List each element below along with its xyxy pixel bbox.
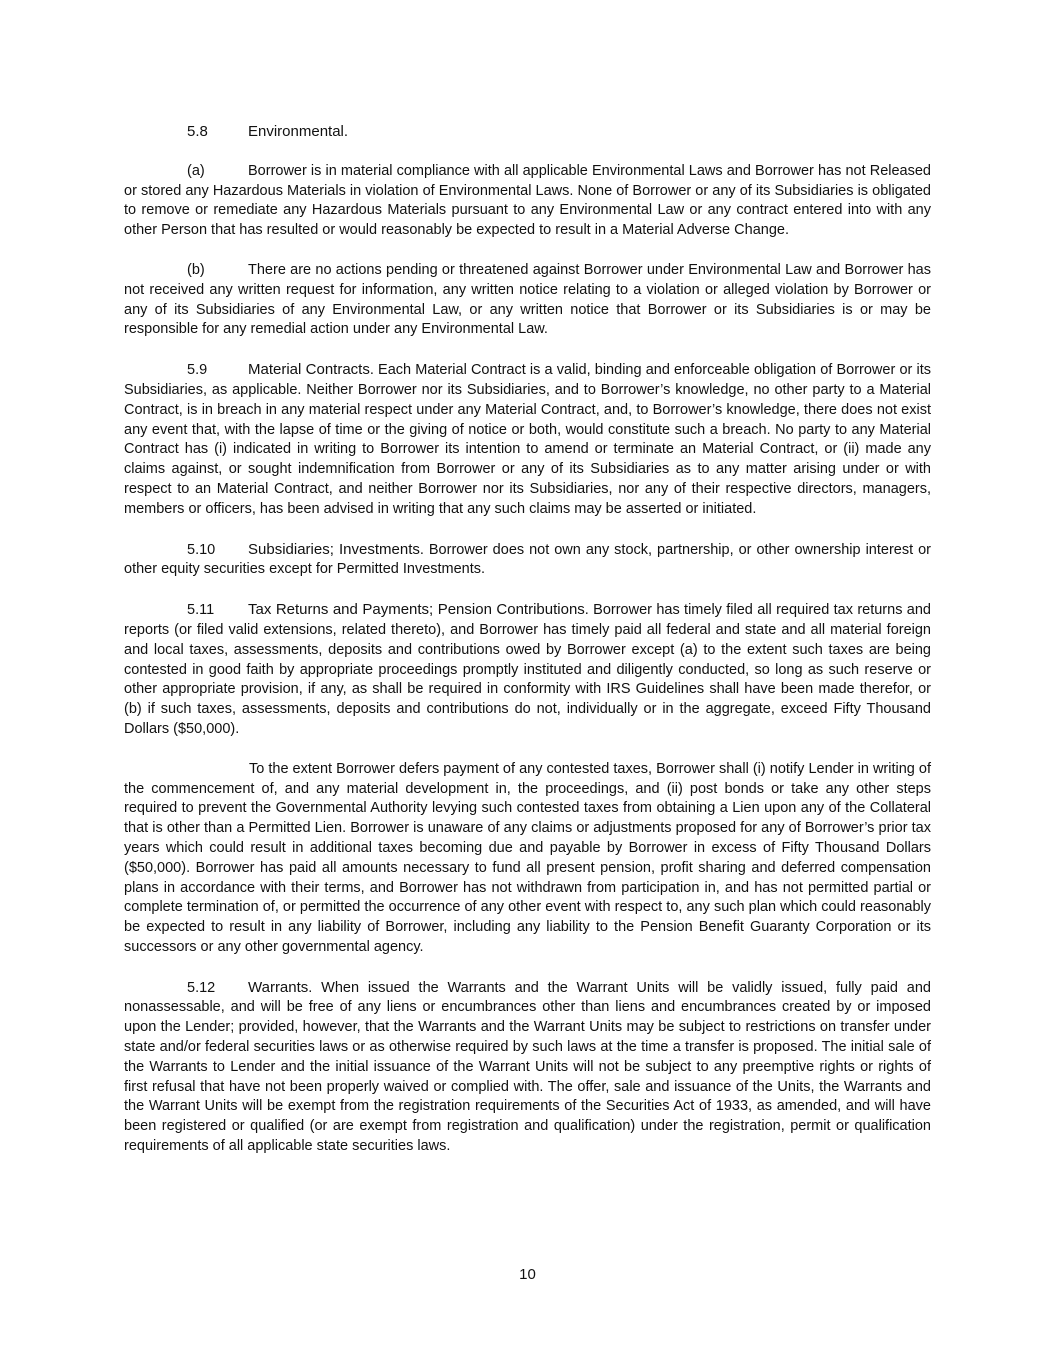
section-5-8-heading bbox=[124, 122, 931, 142]
section-5-8-a-paragraph bbox=[124, 162, 931, 241]
section-5-11-continuation-paragraph: To the extent Borrower defers payment of any contested taxes, Borrower shall (i) notify Lender in writing of the commencement of, and any material development in, the proceedings, and (ii) post bonds or take any other steps required to prevent the Governmental Authority levying such contested taxes from obtaining a Lien upon any of the Collateral that is other than a Permitted Lien. Borrower is unaware of any claims or adjustments proposed for any of Borrower’s prior tax years which could result in additional taxes becoming due and payable by Borrower in excess of Fifty Thousand Dollars ($50,000). Borrower has paid all amounts necessary to fund all present pension, profit sharing and deferred compensation plans in accordance with their terms, and Borrower has not withdrawn from participation in, and has not permitted partial or complete termination of, or permitted the occurrence of any other event with respect to, any such plan which could reasonably be expected to result in any liability of Borrower, including any liability to the Pension Benefit Guaranty Corporation or its successors or any other governmental agency. bbox=[124, 760, 931, 955]
section-5-12-paragraph bbox=[124, 978, 931, 1157]
clause-text: Borrower is in material compliance with all applicable Environmental Laws and Borrower has not Released or stored any Hazardous Materials in violation of Environmental Laws. None of Borrower or any of its Subsidiaries is obligated to remove or remediate any Hazardous Materials pursuant to any Environmental Law or any contract entered into with any other Person that has resulted or would reasonably be expected to result in a Material Adverse Change. bbox=[124, 162, 931, 239]
section-title: Tax Returns and Payments; Pension Contributions bbox=[248, 601, 585, 619]
section-title: Warrants bbox=[248, 978, 309, 996]
clause-label: (b) bbox=[187, 261, 205, 278]
section-text: . Borrower does not own any stock, partnership, or other ownership interest or other equity securities except for Permitted Investments. bbox=[124, 541, 931, 578]
section-title: Subsidiaries; Investments bbox=[248, 540, 420, 558]
section-5-9-paragraph bbox=[124, 360, 931, 519]
section-text: . When issued the Warrants and the Warrant Units will be validly issued, fully paid and nonassessable, and will be free of any liens or encumbrances other than liens and encumbrances created by or imposed upon the Lender; provided, however, that the Warrants and the Warrant Units may be subject to restrictions on transfer under state and/or federal securities laws or as otherwise required by such laws at the time a transfer is proposed. The initial sale of the Warrants to Lender and the initial issuance of the Warrant Units will not be subject to any preemptive rights or rights of first refusal that have not been properly waived or complied with. The offer, sale and issuance of the Units, the Warrants and the Warrant Units will be exempt from the registration requirements of the Securities Act of 1933, as amended, and will have been registered or qualified (or are exempt from registration and qualification) under the registration, permit or qualification requirements of all applicable state securities laws. bbox=[124, 979, 931, 1155]
section-number: 5.12 bbox=[187, 979, 216, 996]
section-5-10-paragraph bbox=[124, 540, 931, 581]
section-number: 5.11 bbox=[187, 602, 215, 619]
section-text: . Borrower has timely filed all required tax returns and reports (or filed valid extensions, related thereto), and Borrower has timely paid all federal and state and all material foreign and local taxes, assessments, deposits and contributions owed by Borrower except (a) to the extent such taxes are being contested in good faith by appropriate proceedings promptly instituted and diligently conducted, so long as such reserve or other appropriate provision, if any, as shall be required in conformity with IRS Guidelines shall have been made therefor, or (b) if such taxes, assessments, deposits and contributions do not, individually or in the aggregate, exceed Fifty Thousand Dollars ($50,000). bbox=[124, 602, 931, 737]
section-number: 5.10 bbox=[187, 541, 216, 558]
section-5-8-b-paragraph bbox=[124, 261, 931, 340]
clause-text: There are no actions pending or threatened against Borrower under Environmental Law and Borrower has not received any written request for information, any written notice relating to a violation or alleged violation by Borrower or any of its Subsidiaries of any Environmental Law, or any written notice that Borrower or its Subsidiaries is or may be responsible for any remedial action under any Environmental Law. bbox=[124, 261, 931, 338]
section-title: Material Contracts bbox=[248, 361, 370, 379]
document-page bbox=[124, 122, 931, 1177]
clause-label: (a) bbox=[187, 162, 205, 179]
section-number: 5.9 bbox=[187, 362, 208, 379]
page-number: 10 bbox=[519, 1266, 536, 1283]
section-5-11-paragraph bbox=[124, 600, 931, 740]
section-title: Environmental. bbox=[248, 123, 349, 140]
section-text: . Each Material Contract is a valid, binding and enforceable obligation of Borrower or its Subsidiaries, as applicable. Neither Borrower nor its Subsidiaries, and to Borrower’s knowledge, no other party to a Material Contract, is in breach in any material respect under any Material Contract, and, to Borrower’s knowledge, there does not exist any event that, with the lapse of time or the giving of notice or both, would constitute such a breach. No party to any Material Contract has (i) indicated in writing to Borrower its intention to amend or terminate an Material Contract, or (ii) made any claims against, or sought indemnification from Borrower or any of its Subsidiaries as to any matter arising under or with respect to an Material Contract, and neither Borrower nor its Subsidiaries, nor any of their respective directors, managers, members or officers, has been advised in writing that any such claims may be asserted or initiated. bbox=[124, 362, 931, 517]
section-number: 5.8 bbox=[187, 123, 208, 140]
